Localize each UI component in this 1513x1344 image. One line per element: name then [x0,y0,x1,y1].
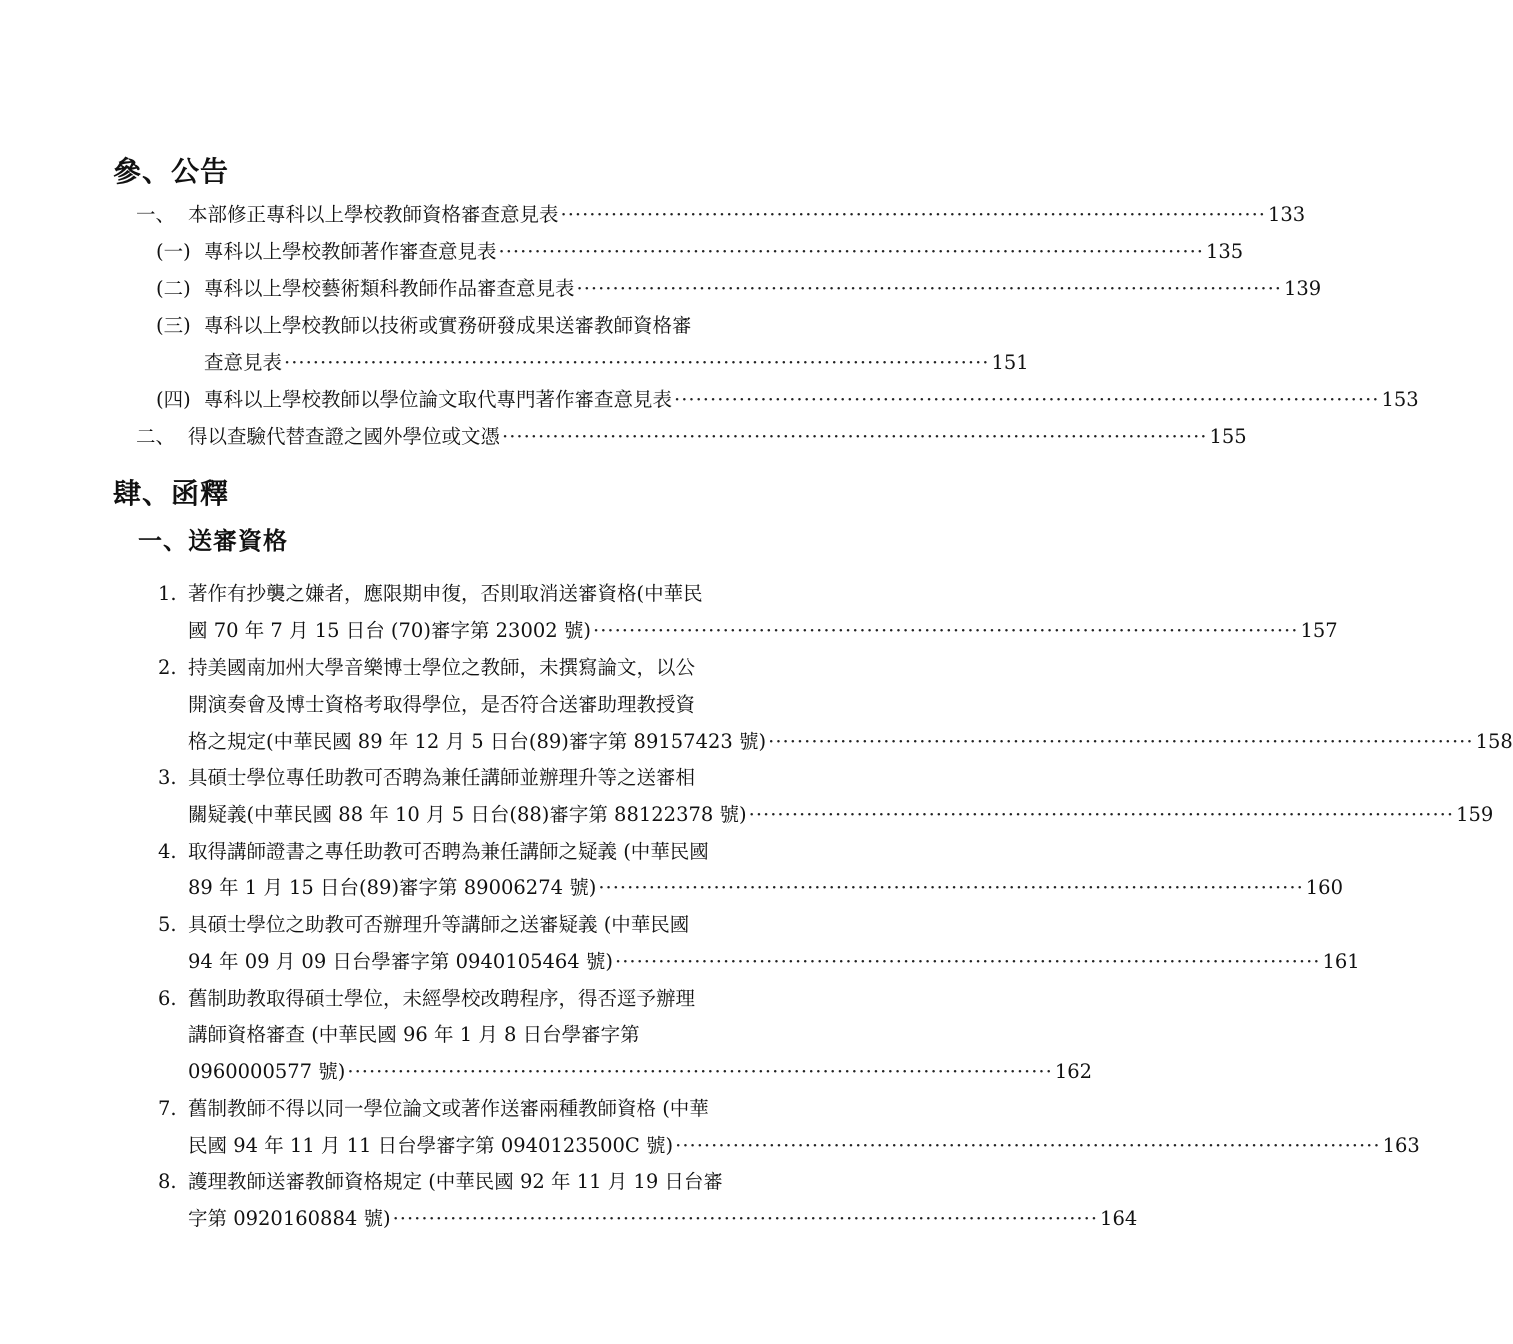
ruling-entry-last[interactable] [158,873,1343,903]
dot-leader: ·································································································· [502,425,1208,448]
dot-leader: ·································································································· [560,203,1266,226]
entry-text: 開演奏會及博士資格考取得學位，是否符合送審助理教授資 [188,693,696,716]
page-number: 135 [1205,240,1244,263]
entry-text: 89 年 1 月 15 日台(89)審字第 89006274 號) [188,873,598,903]
entry-number: 8. [158,1170,177,1193]
entry-text: 字第 0920160884 號) [188,1204,393,1234]
dot-leader: ·································································································· [674,388,1380,411]
dot-leader: ·································································································· [593,619,1299,642]
dot-leader: ·································································································· [347,1060,1053,1083]
entry-text: 舊制教師不得以同一學位論文或著作送審兩種教師資格 (中華 [188,1097,709,1120]
toc-entry[interactable] [156,274,1322,304]
entry-text: 護理教師送審教師資格規定 (中華民國 92 年 11 月 19 日台審 [188,1170,723,1193]
ruling-entry[interactable] [158,910,856,940]
entry-number: 6. [158,987,177,1010]
entry-text: 舊制助教取得碩士學位，未經學校改聘程序，得否逕予辦理 [188,987,696,1010]
page-number: 155 [1209,425,1247,448]
entry-text: 格之規定(中華民國 89 年 12 月 5 日台(89)審字第 89157423 號) [188,727,768,757]
dot-leader: ·································································································· [768,730,1474,753]
page-number: 161 [1322,950,1360,973]
page-number: 153 [1381,388,1419,411]
ruling-entry-last[interactable] [158,1204,1138,1234]
page-number: 160 [1305,876,1343,899]
dot-leader: ·································································································· [284,351,990,374]
ruling-entry[interactable] [158,579,856,609]
entry-number: 2. [158,656,177,679]
ruling-entry[interactable] [158,984,856,1014]
ruling-entry-last[interactable] [158,947,1360,977]
entry-title-cont: 查意見表 [204,348,284,378]
ruling-entry-last[interactable] [158,616,1338,646]
ruling-entry[interactable] [158,763,856,793]
page-number: 158 [1475,730,1513,753]
entry-title: 專科以上學校教師以學位論文取代專門著作審查意見表 [204,385,674,415]
entry-text: 關疑義(中華民國 88 年 10 月 5 日台(88)審字第 88122378 號) [188,800,749,830]
toc-entry-continuation[interactable] [156,348,1029,378]
dot-leader: ·································································································· [675,1134,1381,1157]
toc-entry[interactable] [136,422,1247,452]
toc-entry[interactable] [156,237,1244,267]
toc-entry[interactable] [156,385,1419,415]
page-number: 164 [1100,1207,1138,1230]
ruling-entry[interactable] [158,653,856,683]
ruling-entry-last[interactable] [158,1057,1093,1087]
toc-entry[interactable] [156,311,856,341]
entry-number: 4. [158,840,177,863]
entry-text: 94 年 09 月 09 日台學審字第 0940105464 號) [188,947,615,977]
ruling-entry-line [158,690,856,720]
page-number: 133 [1267,203,1306,226]
page-number: 139 [1283,277,1322,300]
entry-number: 二、 [136,425,176,448]
entry-text: 民國 94 年 11 月 11 日台學審字第 0940123500C 號) [188,1131,675,1161]
entry-text: 取得講師證書之專任助教可否聘為兼任講師之疑義 (中華民國 [188,840,709,863]
page-number: 162 [1054,1060,1093,1083]
dot-leader: ·································································································· [598,876,1304,899]
section-heading-rulings: 肆、函釋 [113,477,230,510]
entry-text: 具碩士學位之助教可否辦理升等講師之送審疑義 (中華民國 [188,913,690,936]
entry-number: 5. [158,913,177,936]
entry-text: 持美國南加州大學音樂博士學位之教師，未撰寫論文，以公 [188,656,696,679]
dot-leader: ·································································································· [576,277,1282,300]
dot-leader: ·································································································· [748,803,1455,826]
dot-leader: ·································································································· [392,1207,1099,1230]
ruling-entry-last[interactable] [158,800,1494,830]
page-number: 151 [991,351,1029,374]
entry-number: (三) [156,314,191,337]
ruling-entry-last[interactable] [158,727,1513,757]
entry-number: 一、 [136,203,176,226]
entry-title: 得以查驗代替查證之國外學位或文憑 [188,422,502,452]
entry-number: (二) [156,277,191,300]
entry-text: 著作有抄襲之嫌者，應限期申復，否則取消送審資格(中華民 [188,582,703,605]
ruling-entry-last[interactable] [158,1131,1420,1161]
ruling-entry[interactable] [158,837,856,867]
entry-number: (四) [156,388,191,411]
page-number: 159 [1456,803,1494,826]
page-number: 157 [1300,619,1338,642]
entry-number: 1. [158,582,177,605]
section-heading-announcements: 參、公告 [113,155,230,188]
ruling-entry[interactable] [158,1167,856,1197]
entry-number: 3. [158,766,177,789]
toc-entry[interactable] [136,200,1306,230]
entry-text: 講師資格審查 (中華民國 96 年 1 月 8 日台學審字第 [188,1023,640,1046]
entry-number: (一) [156,240,191,263]
entry-text: 0960000577 號) [188,1057,347,1087]
dot-leader: ·································································································· [498,240,1204,263]
entry-number: 7. [158,1097,177,1120]
page-number: 163 [1382,1134,1420,1157]
entry-text: 具碩士學位專任助教可否聘為兼任講師並辦理升等之送審相 [188,766,696,789]
entry-title: 本部修正專科以上學校教師資格審查意見表 [188,200,561,230]
entry-title: 專科以上學校教師著作審查意見表 [204,237,499,267]
entry-title: 專科以上學校藝術類科教師作品審查意見表 [204,274,577,304]
entry-title: 專科以上學校教師以技術或實務研發成果送審教師資格審 [204,314,692,337]
dot-leader: ·································································································· [615,950,1321,973]
ruling-entry[interactable] [158,1094,856,1124]
entry-text: 國 70 年 7 月 15 日台 (70)審字第 23002 號) [188,616,593,646]
subsection-heading: 一、送審資格 [138,526,288,555]
ruling-entry-line [158,1020,856,1050]
